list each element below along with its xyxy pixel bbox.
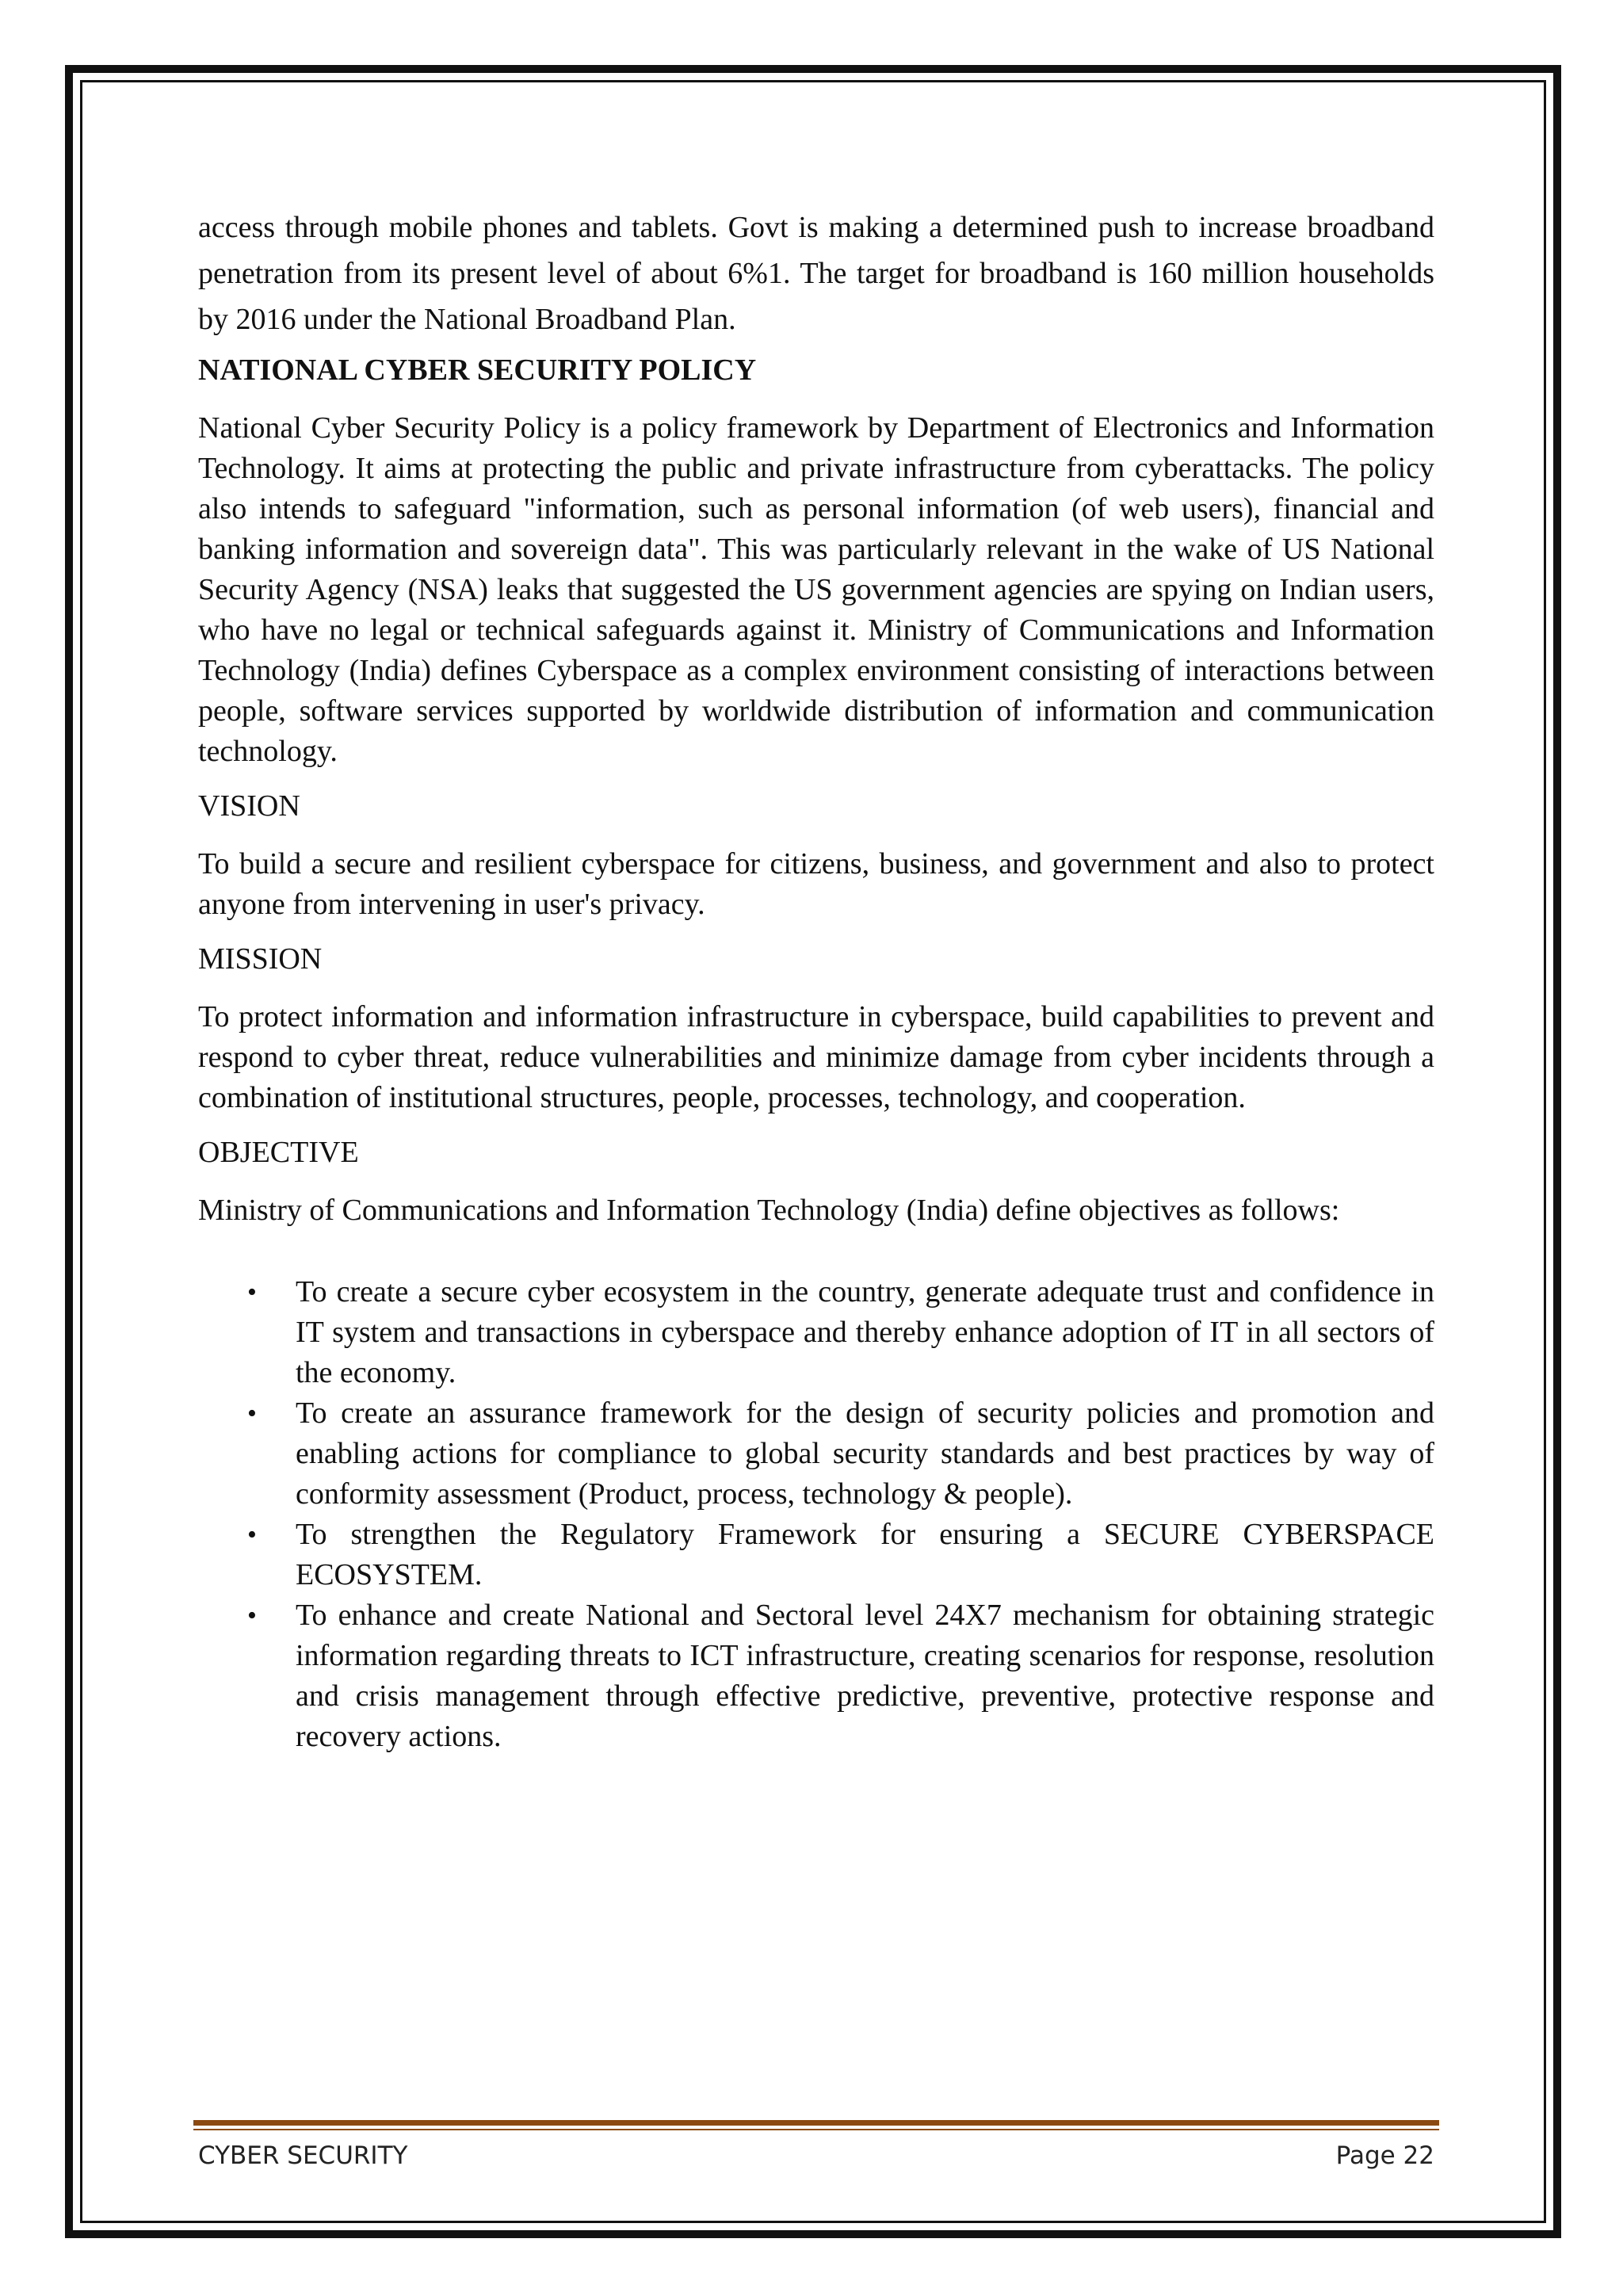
bullet-icon: • xyxy=(247,1399,257,1428)
intro-paragraph: access through mobile phones and tablets. Govt is making a determined push to increase broadband penetration from its present level of about 6%1. The target for broadband is 160 million households by 2016 under the National Broadband Plan. xyxy=(198,211,1434,336)
list-item xyxy=(198,1515,1434,1595)
list-item xyxy=(198,1393,1434,1515)
footer-title: CYBER SECURITY xyxy=(198,2141,408,2170)
mission-heading: MISSION xyxy=(198,942,323,976)
objective-heading: OBJECTIVE xyxy=(198,1136,359,1169)
objectives-list xyxy=(198,1272,1434,1757)
page-content xyxy=(198,204,1434,1757)
list-item xyxy=(198,1272,1434,1393)
footer-rule-thick xyxy=(193,2120,1439,2126)
list-item-text: To strengthen the Regulatory Framework for ensuring a SECURE CYBERSPACE ECOSYSTEM. xyxy=(296,1518,1434,1591)
objective-paragraph: Ministry of Communications and Information Technology (India) define objectives as follows: xyxy=(198,1194,1340,1227)
list-item-text: To enhance and create National and Sectoral level 24X7 mechanism for obtaining strategic information regarding threats to ICT infrastructure, creating scenarios for response, resolution and crisis management through effective predictive, preventive, protective response and recovery actions. xyxy=(296,1599,1434,1753)
bullet-icon: • xyxy=(247,1520,257,1549)
bullet-icon: • xyxy=(247,1601,257,1630)
list-item xyxy=(198,1595,1434,1757)
mission-paragraph: To protect information and information infrastructure in cyberspace, build capabilities to prevent and respond to cyber threat, reduce vulnerabilities and minimize damage from cyber incidents through a combination of institutional structures, people, processes, technology, and cooperation. xyxy=(198,1000,1434,1114)
list-item-text: To create a secure cyber ecosystem in the country, generate adequate trust and confidence in IT system and transactions in cyberspace and thereby enhance adoption of IT in all sectors of the economy. xyxy=(296,1275,1434,1389)
list-item-text: To create an assurance framework for the design of security policies and promotion and enabling actions for compliance to global security standards and best practices by way of conformity assessment (Product, process, technology & people). xyxy=(296,1396,1434,1511)
policy-paragraph: National Cyber Security Policy is a policy framework by Department of Electronics and Information Technology. It aims at protecting the public and private infrastructure from cyberattacks. The policy also intends to safeguard "information, such as personal information (of web users), financial and banking information and sovereign data". This was particularly relevant in the wake of US National Security Agency (NSA) leaks that suggested the US government agencies are spying on Indian users, who have no legal or technical safeguards against it. Ministry of Communications and Information Technology (India) defines Cyberspace as a complex environment consisting of interactions between people, software services supported by worldwide distribution of information and communication technology. xyxy=(198,411,1434,768)
page-number: Page 22 xyxy=(1335,2141,1434,2170)
vision-heading: VISION xyxy=(198,789,300,823)
policy-heading: NATIONAL CYBER SECURITY POLICY xyxy=(198,353,757,387)
vision-paragraph: To build a secure and resilient cyberspace for citizens, business, and government and also to protect anyone from intervening in user's privacy. xyxy=(198,847,1434,921)
bullet-icon: • xyxy=(247,1278,257,1307)
footer-rule-thin xyxy=(193,2129,1439,2130)
